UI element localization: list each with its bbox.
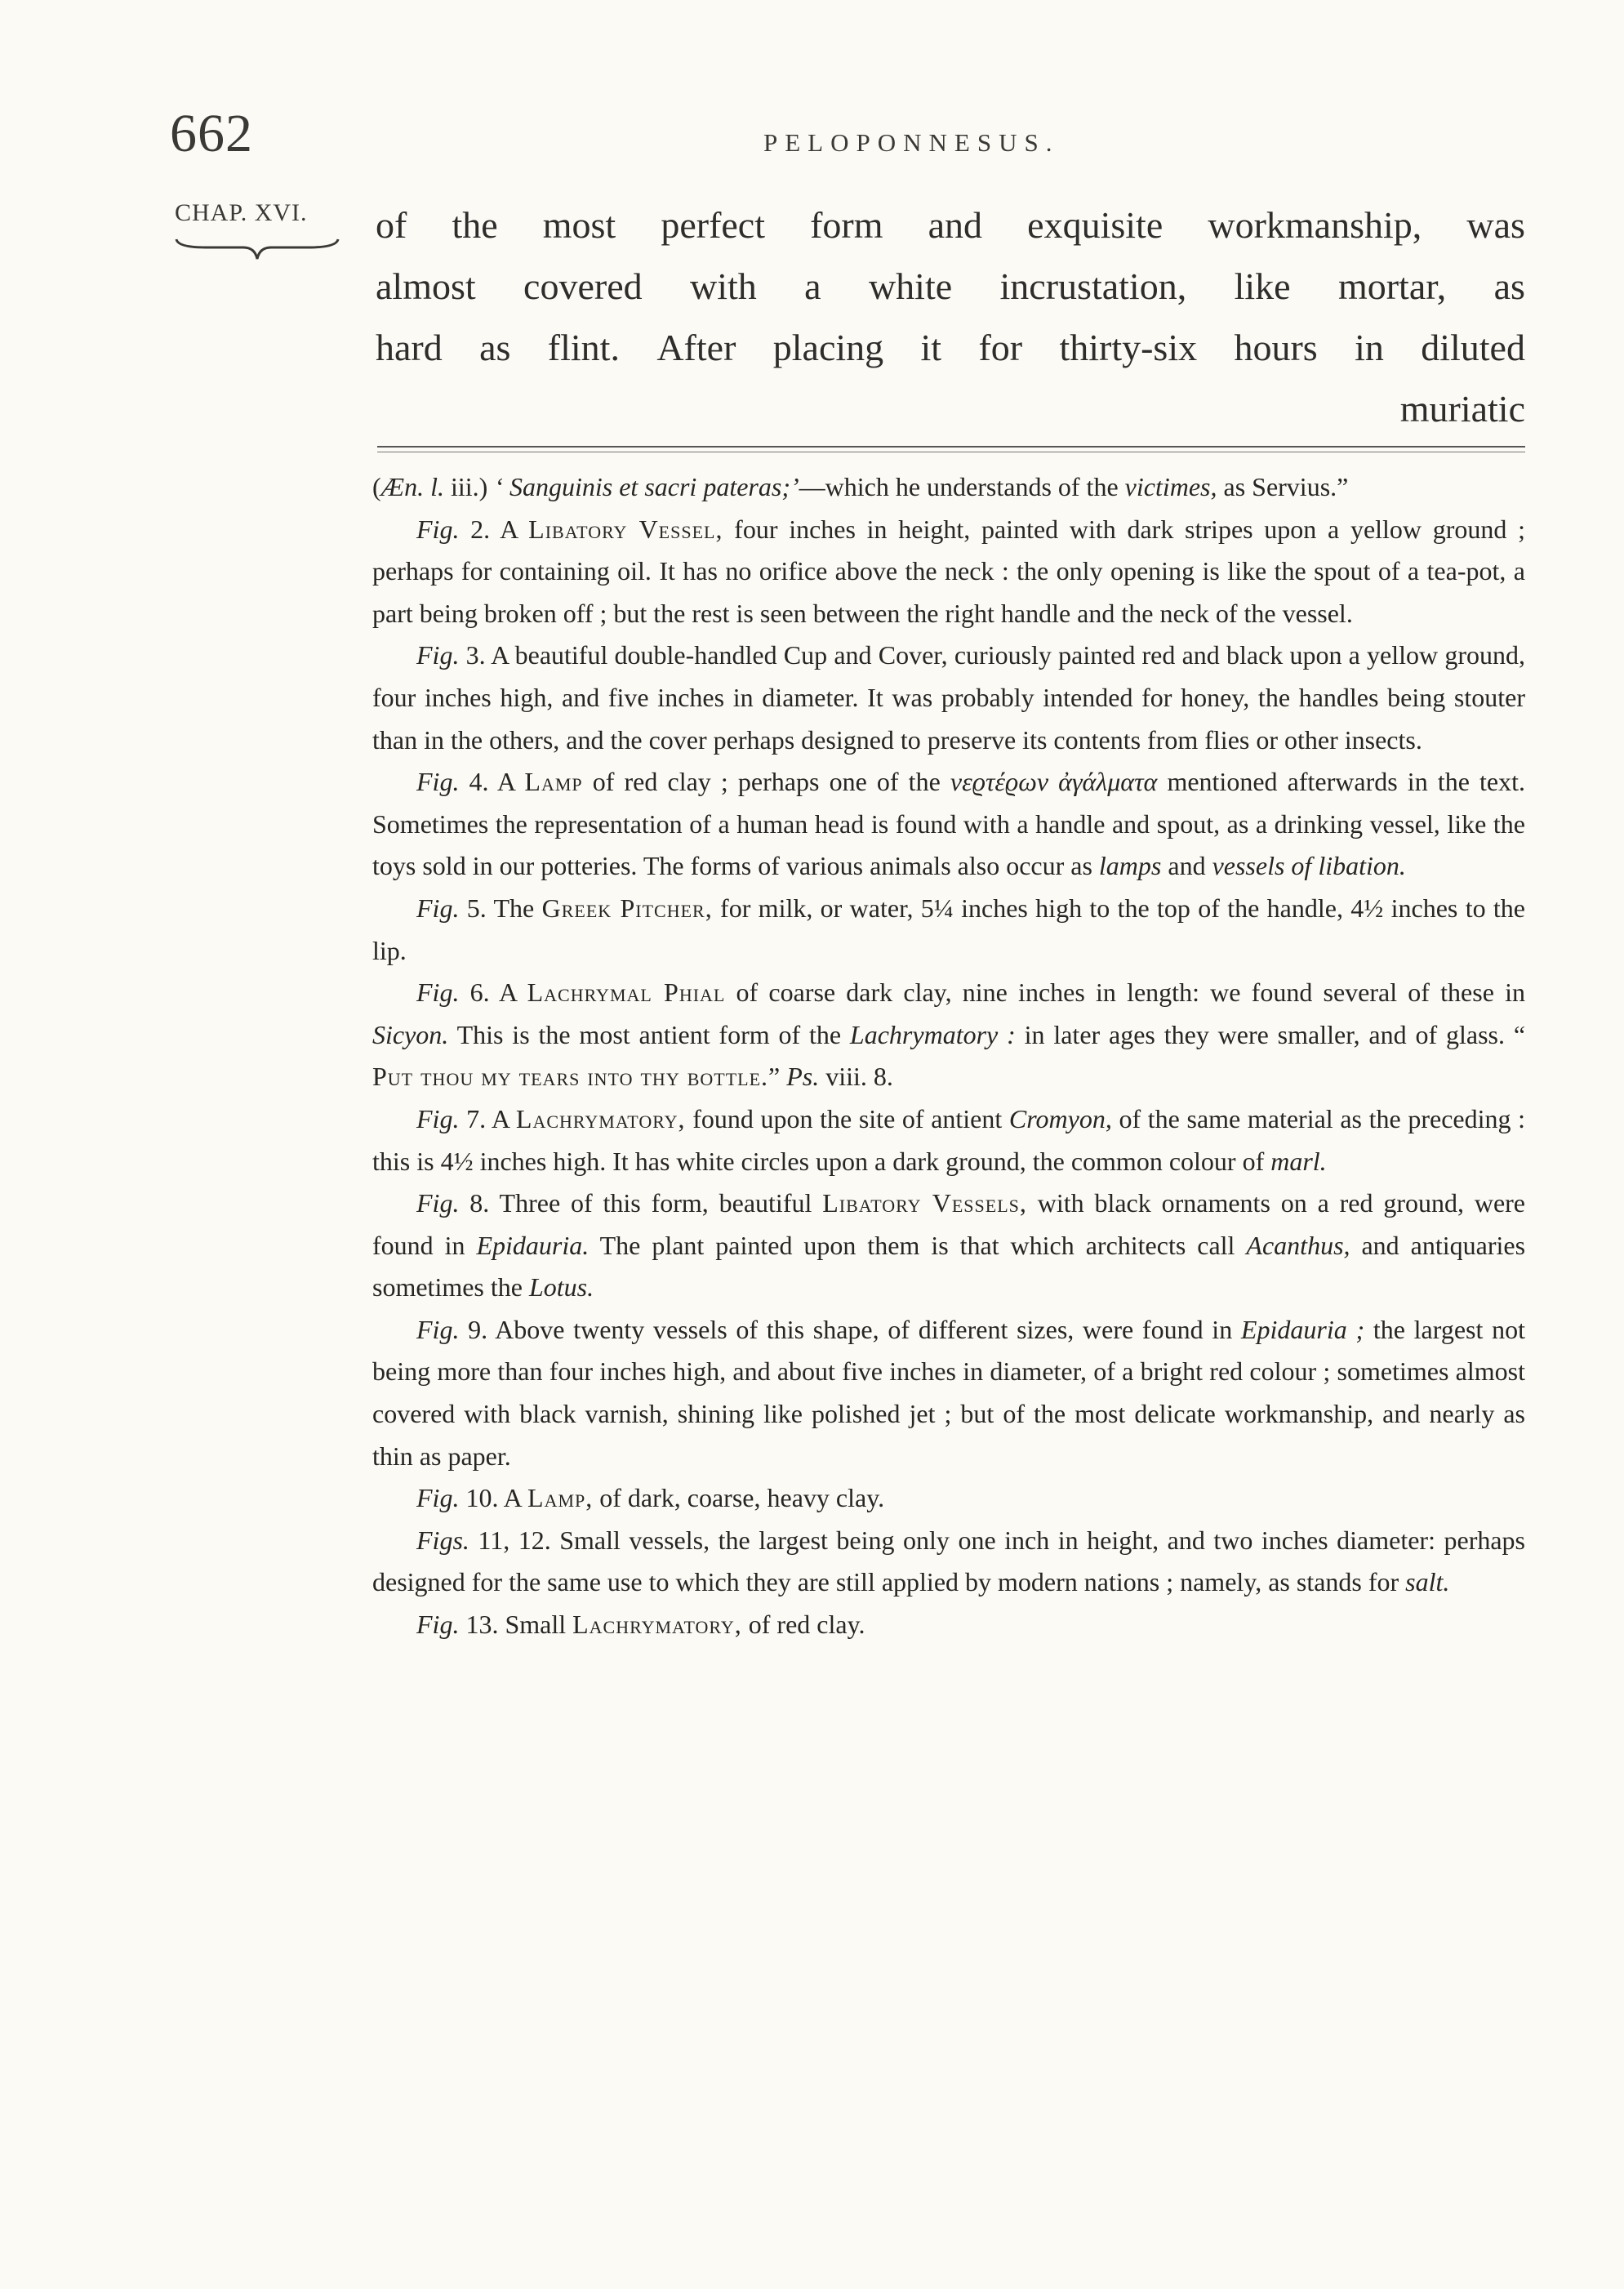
note-fig-2: Fig. 2. A Libatory Vessel, four inches in height, painted with dark stripes upon a yellow ground ; perhaps for containing oil. It has no orifice above the neck : the only opening is like the spout of a tea-pot, a part being broken off ; but the rest is seen between the right handle and the neck of the vessel. — [372, 514, 1526, 628]
main-text-line: hard as flint. After placing it for thirty-six hours in diluted — [376, 327, 1525, 368]
note-figs-11-12: Figs. 11, 12. Small vessels, the largest being only one inch in height, and two inches diameter: perhaps designed for the same use to which they are still applied by modern nations ; namely, as stands for salt. — [372, 1525, 1526, 1597]
footnote-rule — [377, 446, 1525, 448]
chapter-brace-icon — [173, 236, 341, 262]
note-fig-4: Fig. 4. A Lamp of red clay ; perhaps one of the νεϱτέϱων ἀγάλματα mentioned afterwards in the text. Sometimes the representation of a human head is found with a handle and spout, as a drinking vessel, like the toys sold in our potteries. The forms of various animals also occur as lamps and vessels of libation. — [372, 767, 1526, 881]
main-text-block — [376, 194, 1525, 439]
chapter-label: CHAP. XVI. — [175, 199, 308, 226]
running-title: PELOPONNESUS. — [763, 128, 1060, 157]
note-fig-7: Fig. 7. A Lachrymatory, found upon the site of antient Cromyon, of the same material as the preceding : this is 4½ inches high. It has white circles upon a dark ground, the common colour of marl. — [372, 1103, 1526, 1176]
note-fig-10: Fig. 10. A Lamp, of dark, coarse, heavy clay. — [416, 1483, 885, 1513]
page-number: 662 — [170, 104, 253, 163]
note-fig-6: Fig. 6. A Lachrymal Phial of coarse dark clay, nine inches in length: we found several of these in Sicyon. This is the most antient form of the Lachrymatory : in later ages they were smaller, and of glass. “ Put thou my tears into thy bottle.” Ps. viii. 8. — [372, 978, 1526, 1092]
footnotes-block — [372, 466, 1525, 1646]
note-fig-9: Fig. 9. Above twenty vessels of this shape, of different sizes, were found in Epidauria ; the largest not being more than four inches high, and about five inches in diameter, of a bright red colour ; sometimes almost covered with black varnish, shining like polished jet ; but of the most delicate workmanship, and nearly as thin as paper. — [372, 1314, 1525, 1471]
main-text-line: almost covered with a white incrustation, like mortar, as — [376, 265, 1525, 307]
note-fig-5: Fig. 5. The Greek Pitcher, for milk, or water, 5¼ inches high to the top of the handle, 4½ inches to the lip. — [372, 893, 1526, 965]
main-text-catchword: muriatic — [1399, 388, 1525, 430]
main-text-line: of the most perfect form and exquisite workmanship, was — [376, 204, 1525, 246]
note-intro: (Æn. l. iii.) ‘ Sanguinis et sacri pateras;’—which he understands of the victimes, as Servius.” — [372, 472, 1349, 501]
note-fig-3: Fig. 3. A beautiful double-handled Cup and Cover, curiously painted red and black upon a yellow ground, four inches high, and five inches in diameter. It was probably intended for honey, the handles being stouter than in the others, and the cover perhaps designed to preserve its contents from flies or other insects. — [372, 640, 1526, 755]
note-fig-13: Fig. 13. Small Lachrymatory, of red clay. — [416, 1610, 865, 1640]
note-fig-8: Fig. 8. Three of this form, beautiful Libatory Vessels, with black ornaments on a red ground, were found in Epidauria. The plant painted upon them is that which architects call Acanthus, and antiquaries sometimes the Lotus. — [372, 1188, 1526, 1303]
